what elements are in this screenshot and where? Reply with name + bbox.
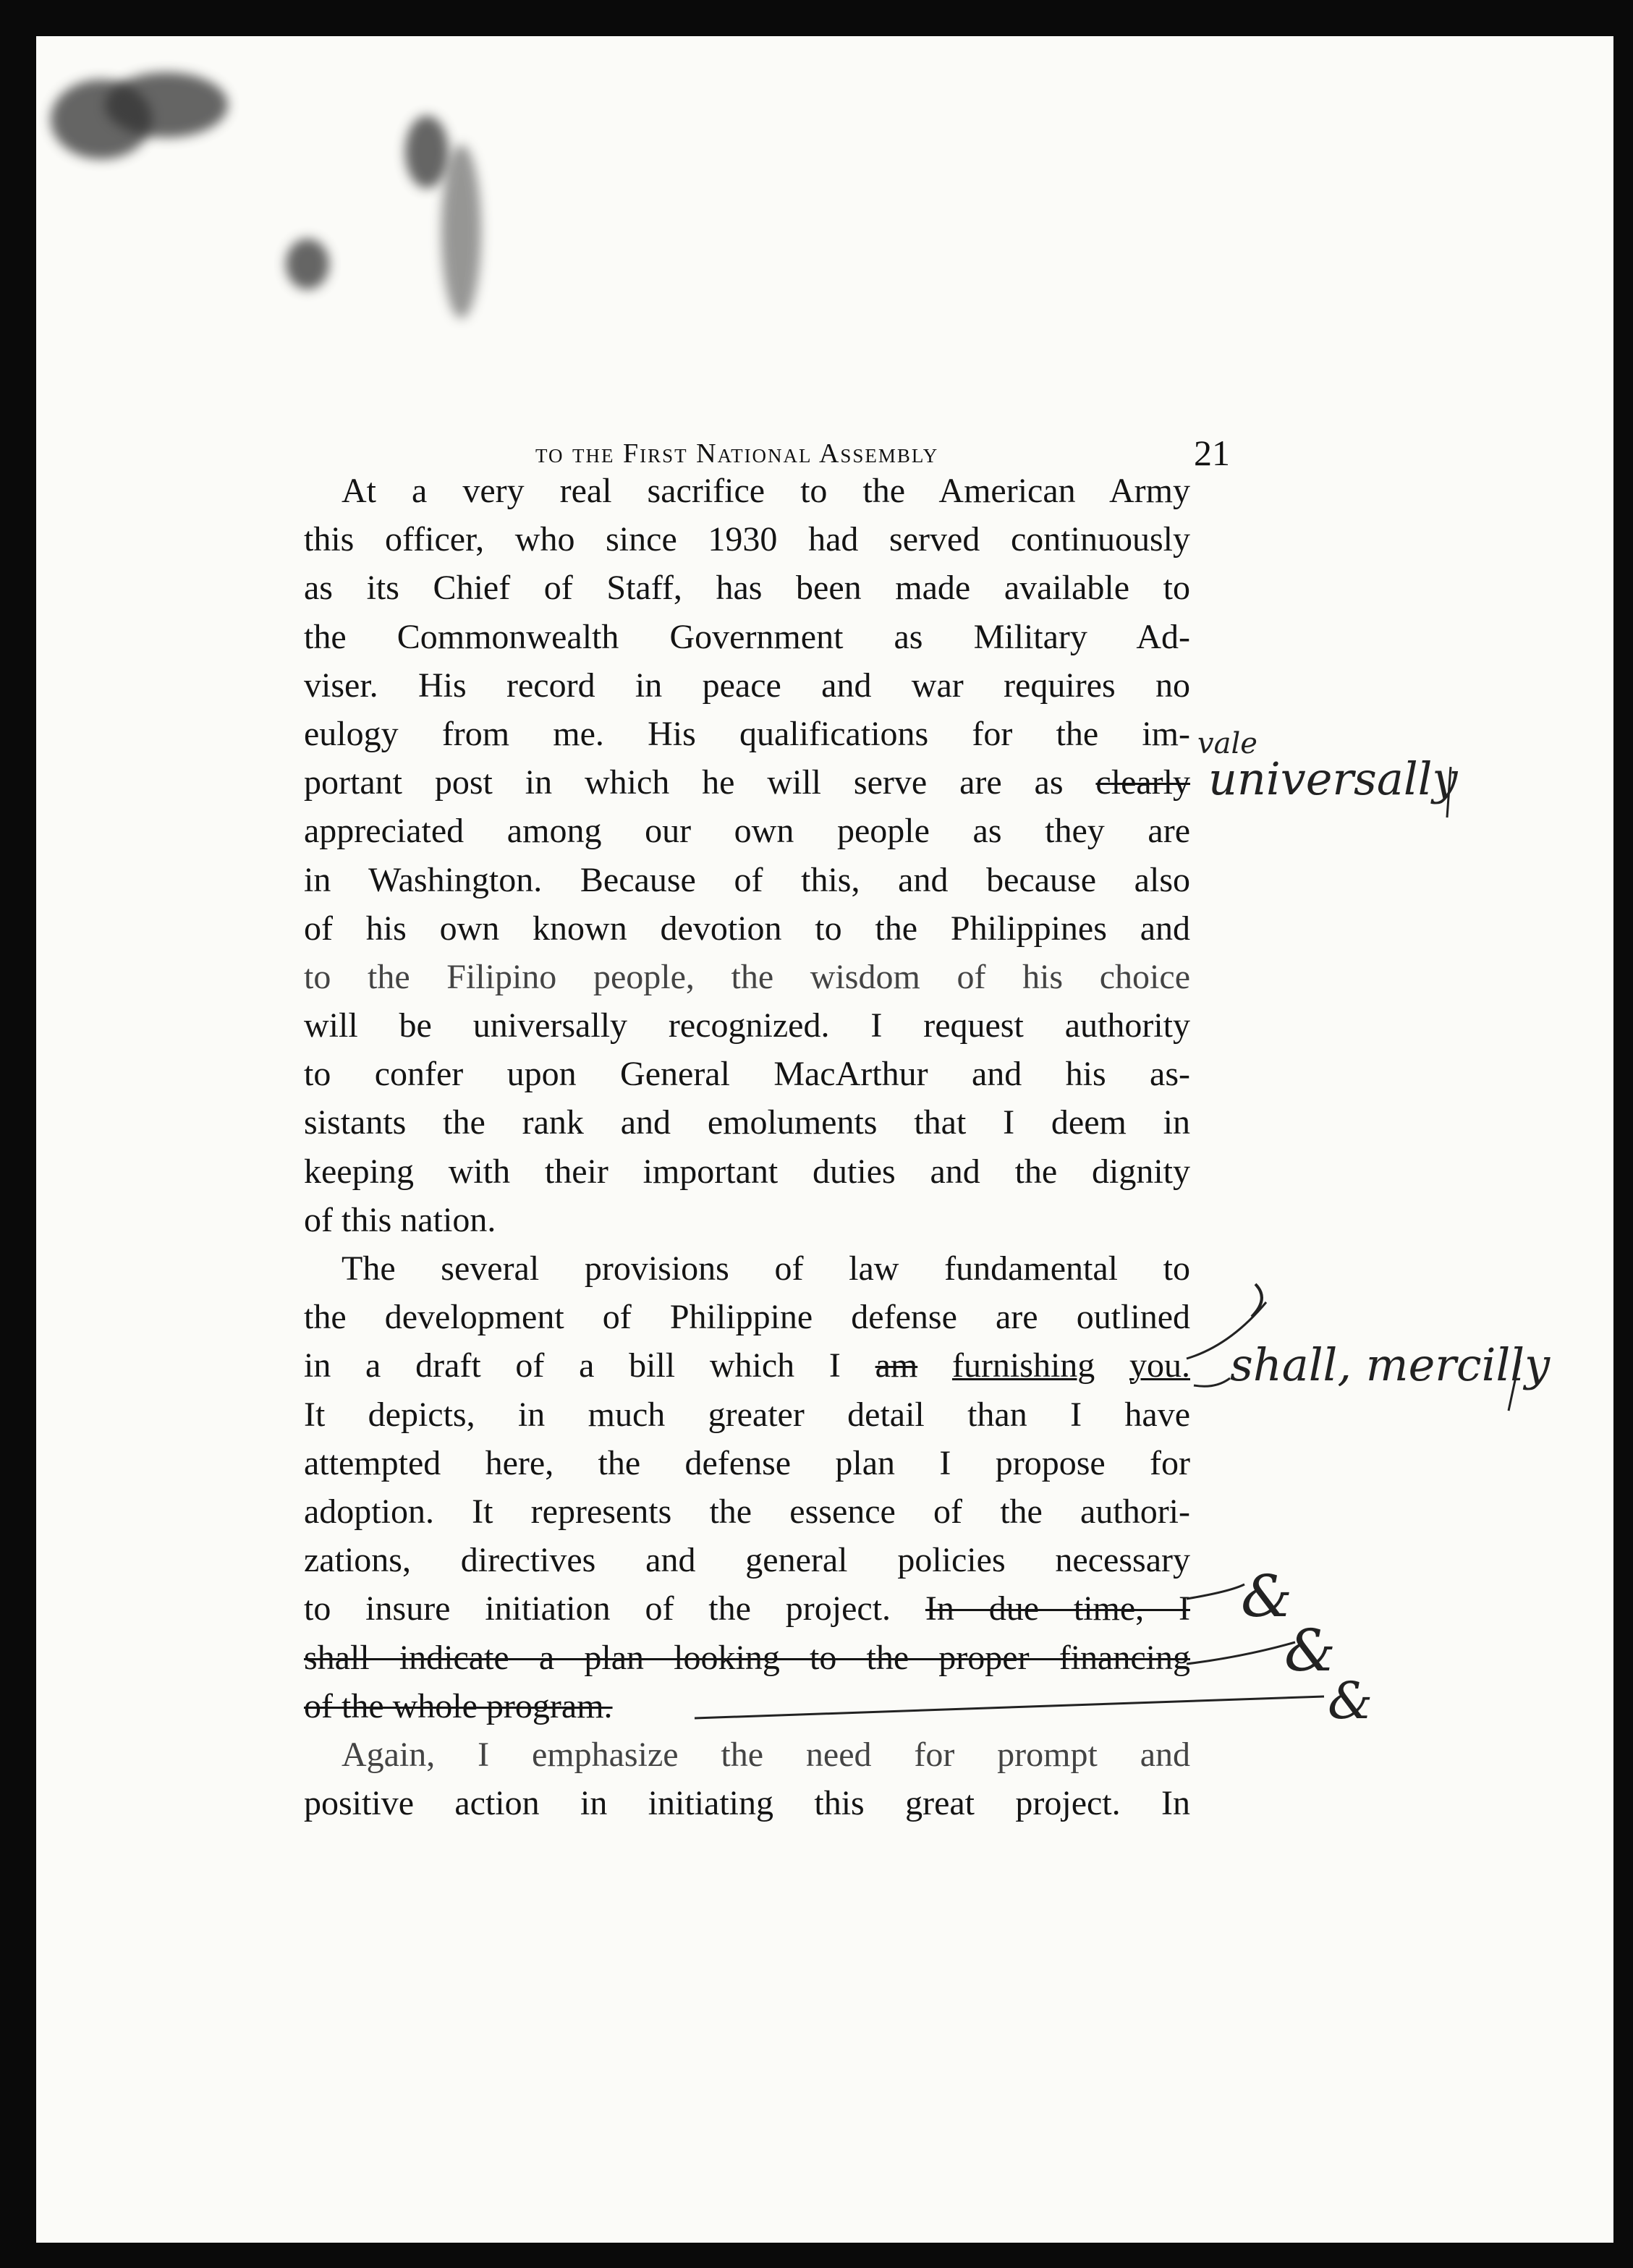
arrow-stroke bbox=[695, 1696, 1324, 1718]
text-line: to confer upon General MacArthur and his as- bbox=[304, 1055, 1190, 1094]
text-line: keeping with their important duties and the dignity bbox=[304, 1152, 1190, 1191]
arrow-stroke bbox=[1187, 1642, 1295, 1664]
struck-word: am bbox=[875, 1346, 918, 1385]
text-line: It depicts, in much greater detail than I have bbox=[304, 1395, 1190, 1434]
text-line: as its Chief of Staff, has been made available to bbox=[304, 569, 1190, 608]
handwritten-note-above: vale bbox=[1197, 727, 1257, 760]
text-line: sistants the rank and emoluments that I deem in bbox=[304, 1103, 1190, 1142]
text-line: of this nation. bbox=[304, 1200, 496, 1239]
text-line: attempted here, the defense plan I propose for bbox=[304, 1443, 1190, 1482]
text-line: viser. His record in peace and war requires no bbox=[304, 666, 1190, 705]
struck-text: shall indicate a plan looking to the proper financing bbox=[304, 1638, 1190, 1677]
caret-mark bbox=[1252, 1284, 1262, 1317]
page-number: 21 bbox=[1194, 433, 1230, 473]
text-line: the development of Philippine defense are outlined bbox=[304, 1298, 1190, 1337]
delete-mark: & bbox=[1241, 1563, 1293, 1630]
slash-mark bbox=[1509, 1360, 1519, 1411]
text-line: will be universally recognized. I request authority bbox=[304, 1006, 1190, 1045]
text-line: zations, directives and general policies necessary bbox=[304, 1541, 1190, 1580]
text-line: eulogy from me. His qualifications for the im- bbox=[304, 714, 1190, 753]
arrow-stroke bbox=[1187, 1302, 1266, 1359]
slash-mark bbox=[1447, 767, 1451, 817]
text-line: Again, I emphasize the need for prompt and bbox=[342, 1735, 1190, 1774]
delete-mark: & bbox=[1328, 1671, 1373, 1730]
struck-text: of the whole program. bbox=[304, 1686, 613, 1725]
underlined-word: furnishing bbox=[951, 1346, 1095, 1385]
text-fragment: in a draft of a bill which I bbox=[304, 1346, 841, 1385]
text-fragment: you. bbox=[1129, 1346, 1190, 1385]
text-line: positive action in initiating this great project. In bbox=[304, 1784, 1190, 1823]
text-line: adoption. It represents the essence of the authori- bbox=[304, 1492, 1190, 1531]
running-title: to the First National Assembly bbox=[535, 438, 939, 469]
text-line: the Commonwealth Government as Military Ad- bbox=[304, 617, 1190, 656]
text-line: to the Filipino people, the wisdom of his choice bbox=[304, 957, 1190, 996]
text-line: appreciated among our own people as they are bbox=[304, 812, 1190, 851]
text-line: this officer, who since 1930 had served continuously bbox=[304, 520, 1190, 559]
text-fragment: to insure initiation of the project. bbox=[304, 1589, 891, 1628]
handwritten-note: shall, mercilly bbox=[1230, 1338, 1551, 1391]
text-line: The several provisions of law fundamental to bbox=[342, 1249, 1190, 1288]
text-line: of his own known devotion to the Philippines and bbox=[304, 909, 1190, 948]
text-line: At a very real sacrifice to the American Army bbox=[342, 472, 1190, 510]
text-fragment: portant post in which he will serve are as bbox=[304, 763, 1064, 802]
arrow-stroke bbox=[1187, 1584, 1244, 1599]
delete-mark: & bbox=[1284, 1617, 1336, 1684]
text-line: in Washington. Because of this, and because also bbox=[304, 860, 1190, 899]
struck-word: clearly bbox=[1095, 763, 1190, 802]
struck-text: In due time, I bbox=[925, 1589, 1190, 1628]
handwritten-note: universally bbox=[1208, 752, 1458, 805]
underline-stroke bbox=[1194, 1378, 1230, 1386]
